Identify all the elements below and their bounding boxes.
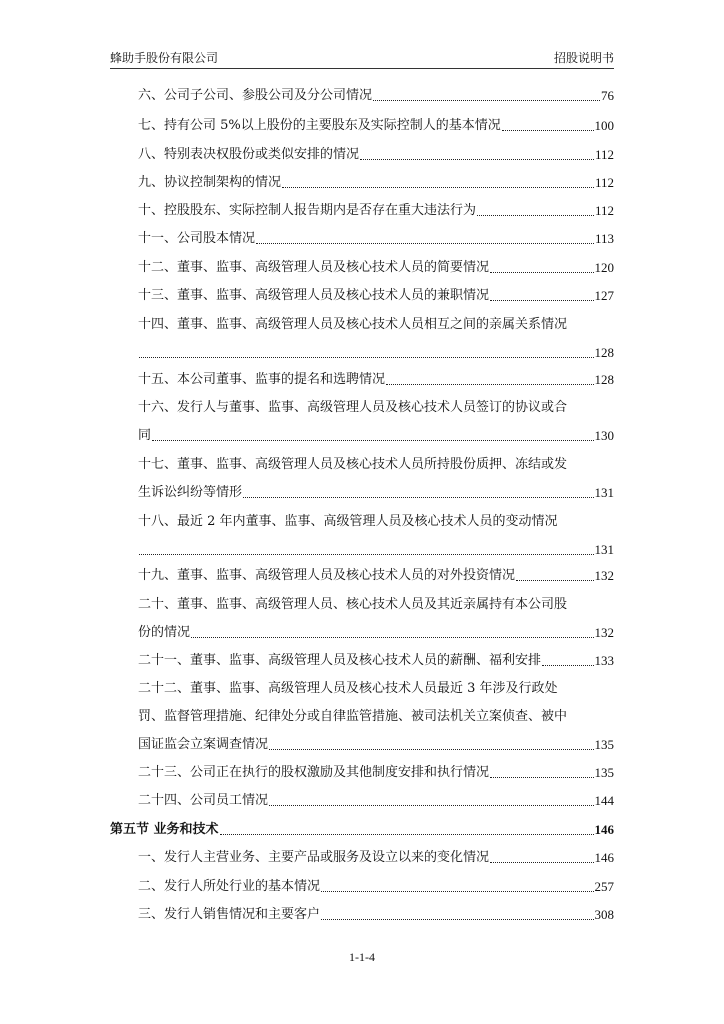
toc-leader [386,384,593,385]
toc-entry-title-part: 生诉讼纠纷等情形 [138,485,243,500]
toc-entry-page: 257 [594,879,614,894]
toc-leader [502,130,594,131]
toc-entry[interactable] [138,116,614,136]
toc-entry[interactable] [138,763,614,783]
toc-entry-page: 128 [594,345,614,360]
toc-leader [516,580,593,581]
toc-entry-line [138,735,614,755]
toc-entry-title: 十二、董事、监事、高级管理人员及核心技术人员的简要情况 [138,260,490,275]
toc-entry[interactable] [138,651,614,671]
toc-entry-line [138,512,614,532]
toc-entry-title: 十九、董事、监事、高级管理人员及核心技术人员的对外投资情况 [138,568,516,583]
toc-entry-title: 二、发行人所处行业的基本情况 [138,879,321,894]
toc-entry-title-part: 罚、监督管理措施、纪律处分或自律监管措施、被司法机关立案侦查、被中 [138,709,568,724]
toc-entry-line [138,679,614,699]
toc-leader [490,272,593,273]
toc-entry-line [138,398,614,418]
toc-leader [256,243,594,244]
toc-entry-page: 112 [594,203,614,218]
toc-leader [490,300,593,301]
toc-leader [477,215,594,216]
toc-entry[interactable] [138,286,614,306]
toc-leader [490,862,593,863]
toc-entry-line [138,315,614,335]
toc-entry-title-part: 二十二、董事、监事、高级管理人员及核心技术人员最近 3 年涉及行政处 [138,681,558,696]
toc-entry-line [138,595,614,615]
toc-entry[interactable] [138,229,614,249]
toc-entry-title: 二十一、董事、监事、高级管理人员及核心技术人员的薪酬、福利安排 [138,653,542,668]
toc-leader [269,749,593,750]
toc-entry-title: 六、公司子公司、参股公司及分公司情况 [138,88,373,103]
page-number: 1-1-4 [349,950,375,964]
toc-section-title: 第五节 业务和技术 [110,822,219,837]
toc-entry-title: 二十三、公司正在执行的股权激励及其他制度安排和执行情况 [138,765,490,780]
toc-leader [152,440,593,441]
toc-entry-title: 十五、本公司董事、监事的提名和选聘情况 [138,372,386,387]
toc-entry-page: 146 [594,850,614,865]
toc-entry[interactable] [138,791,614,811]
toc-entry-page: 308 [594,907,614,922]
toc-leader [220,834,594,835]
toc-leader [282,187,594,188]
toc-entry-title-part: 二十、董事、监事、高级管理人员、核心技术人员及其近亲属持有本公司股 [138,597,568,612]
toc-entry-page: 132 [594,625,614,640]
toc-entry-page: 76 [601,88,614,103]
toc-entry[interactable] [138,566,614,586]
toc-entry[interactable] [138,370,614,390]
toc-entry-page: 144 [594,793,614,808]
toc-entry-page: 130 [594,428,614,443]
toc-entry-page: 146 [594,822,614,837]
toc-entry-page: 127 [594,288,614,303]
toc-entry[interactable] [138,86,614,106]
toc-entry-page: 132 [594,568,614,583]
toc-entry-page: 120 [594,260,614,275]
toc-entry[interactable] [138,201,614,221]
toc-entry-title-part: 份的情况 [138,625,191,640]
toc-entry-title: 十、控股股东、实际控制人报告期内是否存在重大违法行为 [138,203,477,218]
toc-entry-page: 100 [594,118,614,133]
toc-entry-line [138,426,614,446]
toc-entry-title: 二十四、公司员工情况 [138,793,269,808]
toc-entry[interactable] [138,877,614,897]
toc-entry-title-part: 同 [138,428,152,443]
header-company: 蜂助手股份有限公司 [110,51,219,65]
toc-entry-title: 三、发行人销售情况和主要客户 [138,907,321,922]
toc-entry-title-part: 十七、董事、监事、高级管理人员及核心技术人员所持股份质押、冻结或发 [138,457,568,472]
toc-entry-page: 113 [594,231,614,246]
toc-entry-title-part: 国证监会立案调查情况 [138,737,269,752]
toc-leader [191,637,593,638]
toc-leader [269,805,593,806]
toc-entry-page: 112 [594,147,614,162]
toc-entry[interactable] [138,145,614,165]
toc-entry-page: 112 [594,175,614,190]
toc-entry-title: 十一、公司股本情况 [138,231,256,246]
toc-leader [321,891,593,892]
toc-leader [139,357,594,358]
toc-entry[interactable] [138,173,614,193]
toc-entry-title-part: 十六、发行人与董事、监事、高级管理人员及核心技术人员签订的协议或合 [138,400,568,415]
page-header [110,48,614,69]
toc-leader [373,100,600,101]
toc-leader [243,497,593,498]
toc-entry-line [138,343,614,363]
toc-leader [321,919,593,920]
toc-entry-page: 133 [594,653,614,668]
toc-entry-page: 131 [594,485,614,500]
toc-leader [360,159,594,160]
toc-entry-title: 一、发行人主营业务、主要产品或服务及设立以来的变化情况 [138,850,490,865]
toc-entry-title: 十八、最近 2 年内董事、监事、高级管理人员及核心技术人员的变动情况 [138,514,558,529]
toc-entry-page: 131 [594,542,614,557]
toc-entry-line [138,707,614,727]
toc-entry-title: 九、协议控制架构的情况 [138,175,282,190]
toc-leader [139,554,594,555]
toc-entry-page: 135 [594,765,614,780]
toc-entry-title: 十三、董事、监事、高级管理人员及核心技术人员的兼职情况 [138,288,490,303]
toc-leader [490,777,593,778]
toc-entry-line [138,483,614,503]
toc-entry-page: 135 [594,737,614,752]
toc-entry-line [138,455,614,475]
toc-entry[interactable] [138,258,614,278]
toc-entry[interactable] [138,905,614,925]
toc-entry-title: 十四、董事、监事、高级管理人员及核心技术人员相互之间的亲属关系情况 [138,317,568,332]
toc-entry-title: 八、特别表决权股份或类似安排的情况 [138,147,360,162]
toc-entry[interactable] [138,848,614,868]
header-doc-title: 招股说明书 [553,51,614,65]
toc-section-entry[interactable] [110,820,614,840]
toc-entry-line [138,540,614,560]
toc-leader [542,665,593,666]
toc-entry-page: 128 [594,372,614,387]
toc-entry-title: 七、持有公司 5%以上股份的主要股东及实际控制人的基本情况 [138,118,501,133]
toc-entry-line [138,623,614,643]
